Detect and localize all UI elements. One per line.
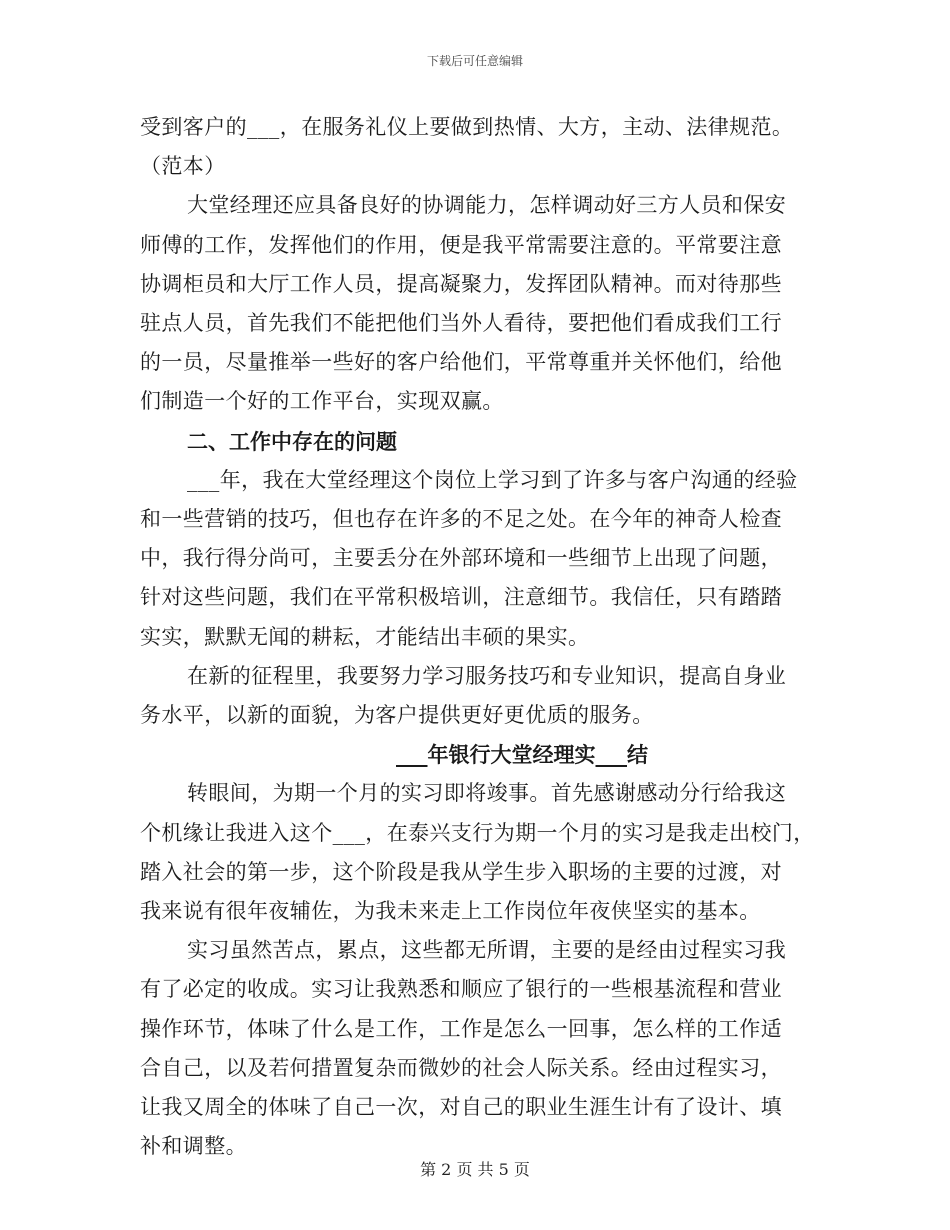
text-line: 驻点人员，首先我们不能把他们当外人看待，要把他们看成我们工行 — [140, 311, 782, 336]
text-line: 让我又周全的体味了自己一次，对自己的职业生涯生计有了设计、填 — [140, 1095, 782, 1120]
text-line: 转眼间，为期一个月的实习即将竣事。首先感谢感动分行给我这 — [187, 781, 787, 806]
text-line: 务水平，以新的面貌，为客户提供更好更优质的服务。 — [140, 703, 654, 728]
paragraph — [140, 931, 820, 1166]
paragraph — [140, 461, 820, 657]
paragraph — [140, 108, 820, 186]
paragraph — [140, 186, 820, 421]
text-line: 实习虽然苦点，累点，这些都无所谓，主要的是经由过程实习我 — [187, 938, 787, 963]
page-header: 下载后可任意编辑 — [426, 54, 523, 68]
text-line: ___年，我在大堂经理这个岗位上学习到了许多与客户沟通的经验 — [187, 467, 798, 492]
text-line: 大堂经理还应具备良好的协调能力，怎样调动好三方人员和保安 — [187, 193, 787, 218]
text-line: 和一些营销的技巧，但也存在许多的不足之处。在今年的神奇人检查 — [140, 507, 782, 532]
page-number: 第 2 页 共 5 页 — [420, 1160, 530, 1179]
paragraph — [140, 657, 820, 735]
text-line: 个机缘让我进入这个___，在泰兴支行为期一个月的实习是我走出校门， — [140, 820, 815, 845]
text-line: 师傅的工作，发挥他们的作用，便是我平常需要注意的。平常要注意 — [140, 232, 782, 257]
text-line: 的一员，尽量推举一些好的客户给他们，平常尊重并关怀他们，给他 — [140, 350, 782, 375]
text-line: 在新的征程里，我要努力学习服务技巧和专业知识，提高自身业 — [187, 663, 787, 688]
text-line: 有了必定的收成。实习让我熟悉和顺应了银行的一些根基流程和营业 — [140, 977, 782, 1002]
text-line: 补和调整。 — [140, 1134, 247, 1159]
paragraph — [140, 774, 820, 931]
text-line: 协调柜员和大厅工作人员，提高凝聚力，发挥团队精神。而对待那些 — [140, 271, 782, 296]
text-line: 实实，默默无闻的耕耘，才能结出丰硕的果实。 — [140, 624, 590, 649]
article-title: ___年银行大堂经理实___结 — [396, 742, 648, 768]
section-heading: 二、工作中存在的问题 — [187, 428, 397, 454]
text-line: 中，我行得分尚可，主要丢分在外部环境和一些细节上出现了问题， — [140, 546, 782, 571]
text-line: 受到客户的___，在服务礼仪上要做到热情、大方，主动、法律规范。 — [140, 115, 794, 139]
document-body — [140, 108, 820, 1166]
text-line: 踏入社会的第一步，这个阶段是我从学生步入职场的主要的过渡，对 — [140, 859, 782, 884]
text-line: 针对这些问题，我们在平常积极培训，注意细节。我信任，只有踏踏 — [140, 585, 782, 610]
text-line: 合自己，以及若何措置复杂而微妙的社会人际关系。经由过程实习， — [140, 1055, 782, 1080]
text-line: 我来说有很年夜辅佐，为我未来走上工作岗位年夜侠坚实的基本。 — [140, 899, 761, 924]
text-line: （范本） — [140, 154, 226, 179]
text-line: 们制造一个好的工作平台，实现双赢。 — [140, 389, 504, 414]
text-line: 操作环节，体味了什么是工作，工作是怎么一回事，怎么样的工作适 — [140, 1016, 782, 1041]
